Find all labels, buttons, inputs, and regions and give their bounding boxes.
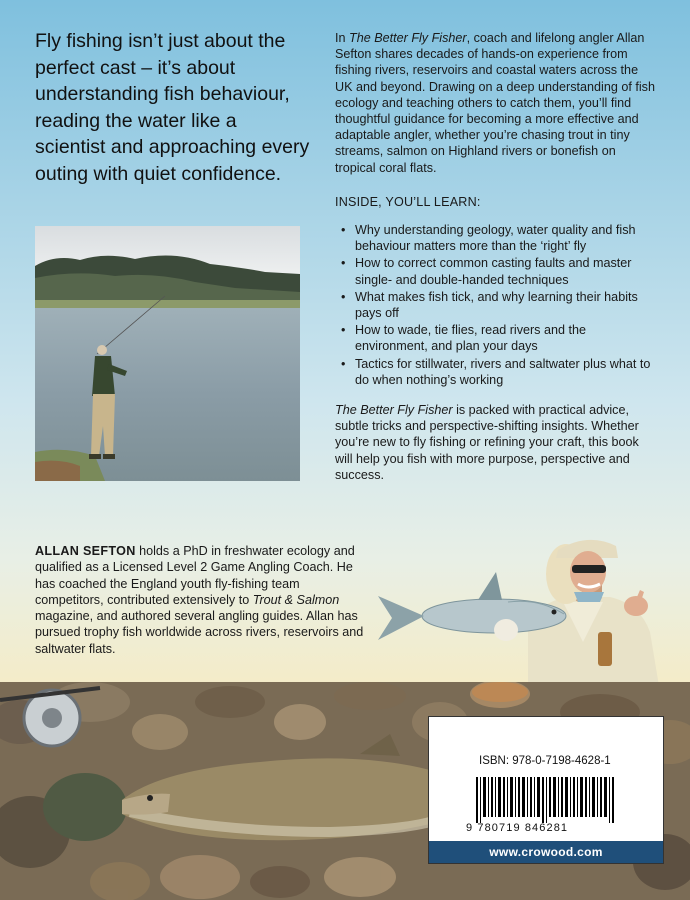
barcode-panel — [428, 716, 664, 864]
author-with-bonefish-photo — [378, 532, 690, 692]
angler-casting-photo — [35, 226, 300, 481]
pull-quote: Fly fishing isn’t just about the perfect cast – it’s about understanding fish behaviour, reading the water like a scientist and approaching every outing with quiet confidence. — [35, 30, 310, 185]
learn-heading: INSIDE, YOU’LL LEARN: — [335, 194, 481, 209]
book-title-inline: The Better Fly Fisher — [335, 403, 453, 418]
learn-item: • What makes fish tick, and why learning their habits pays off — [335, 289, 655, 321]
closing-paragraph: The Better Fly Fisher is packed with practical advice, subtle tricks and perspective-shifting insights. Whether you’re new to fly fishing or refining your craft, this book will help you fish with more purpose, perspective and success. — [335, 403, 639, 482]
learn-item: • How to correct common casting faults and master single- and double-handed techniques — [335, 255, 655, 287]
barcode-digits: 9 780719 846281 — [466, 822, 569, 834]
barcode-icon — [476, 777, 616, 823]
book-title-inline: The Better Fly Fisher — [349, 31, 467, 45]
isbn-label: ISBN: 978-0-7198-4628-1 — [479, 755, 611, 767]
intro-paragraph: In The Better Fly Fisher, coach and lifelong angler Allan Sefton shares decades of hands-on experience from fishing rivers, reservoirs and coastal waters across the UK and beyond. Drawing on a deep understanding of fish ecology and teaching others to catch them, you’ll find thoughtful guidance for becoming a more effective and adaptable angler, whether you’re chasing trout in tiny streams, salmon on Highland rivers or bonefish on tropical coral flats. — [335, 31, 655, 175]
publisher-website[interactable]: www.crowood.com — [429, 841, 663, 863]
learn-list — [335, 222, 655, 388]
magazine-title: Trout & Salmon — [252, 592, 340, 607]
author-name: ALLAN SEFTON — [35, 544, 136, 558]
author-bio: ALLAN SEFTON holds a PhD in freshwater ecology and qualified as a Licensed Level 2 Game Angling Coach. He has coached the England youth fly-fishing team competitors, contributed extensively to Trout & Salmon magazine, and authored several angling guides. Allan has pursued trophy fish worldwide across rivers, reservoirs and saltwater flats. — [35, 544, 364, 656]
learn-item: • Why understanding geology, water quality and fish behaviour matters more than the ‘right’ fly — [335, 222, 655, 254]
learn-item: • How to wade, tie flies, read rivers and the environment, and plan your days — [335, 322, 655, 354]
description-column — [335, 30, 655, 483]
learn-item: • Tactics for stillwater, rivers and saltwater plus what to do when nothing’s working — [335, 356, 655, 388]
